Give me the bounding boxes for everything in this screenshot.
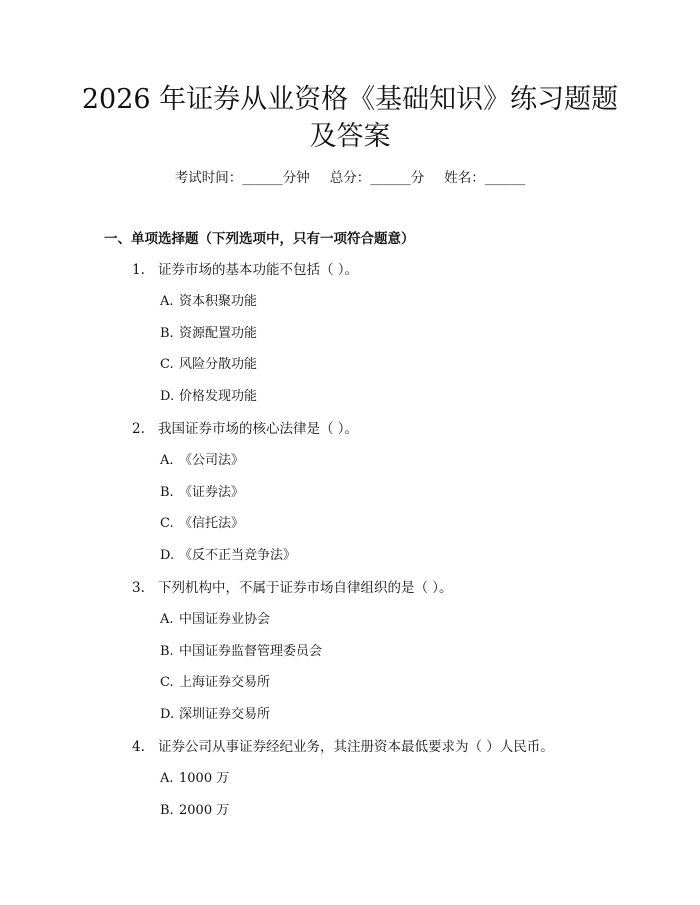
option-text: 1000 万: [179, 771, 230, 786]
option: [160, 673, 270, 693]
document-title-line-2: 及答案: [309, 121, 391, 152]
option: [160, 483, 244, 503]
option-text: 风险分散功能: [179, 357, 258, 372]
option-letter: D.: [160, 548, 175, 563]
option-text: 《证券法》: [179, 485, 245, 500]
document-title-line-1: 2026 年证券从业资格《基础知识》练习题题: [81, 84, 619, 115]
option-text: 价格发现功能: [179, 389, 258, 404]
exam-total-score: 总分：______分: [329, 170, 425, 186]
option-text: 中国证券监督管理委员会: [179, 644, 323, 659]
option-letter: B.: [160, 326, 174, 341]
option-text: 上海证券交易所: [179, 675, 271, 690]
option-text: 资本积聚功能: [179, 294, 258, 309]
option-letter: B.: [160, 803, 174, 818]
option-letter: A.: [160, 294, 174, 309]
option-letter: C.: [160, 357, 174, 372]
option: [160, 387, 257, 407]
option-letter: A.: [160, 771, 174, 786]
question-text: 证券市场的基本功能不包括（ ）。: [158, 262, 359, 278]
option: [160, 324, 257, 344]
option-letter: C.: [160, 516, 174, 531]
option: [160, 705, 270, 725]
option: [160, 292, 257, 312]
exam-name: 姓名：______: [444, 170, 526, 186]
question-number: 1.: [132, 262, 145, 278]
option-letter: D.: [160, 389, 175, 404]
option-letter: A.: [160, 453, 174, 468]
question-text: 下列机构中，不属于证券市场自律组织的是（ ）。: [158, 580, 453, 596]
option-letter: B.: [160, 485, 174, 500]
option-letter: C.: [160, 675, 174, 690]
option-text: 《反不正当竞争法》: [179, 548, 297, 563]
option: [160, 642, 322, 662]
option-text: 2000 万: [179, 803, 230, 818]
option: [160, 451, 244, 471]
option-letter: A.: [160, 612, 174, 627]
option-text: 深圳证券交易所: [179, 707, 271, 722]
option: [160, 769, 229, 789]
option: [160, 514, 244, 534]
option-text: 《公司法》: [179, 453, 245, 468]
option-letter: D.: [160, 707, 175, 722]
question-number: 3.: [132, 580, 145, 596]
question-number: 2.: [132, 421, 145, 437]
option-text: 资源配置功能: [179, 326, 258, 341]
option: [160, 355, 257, 375]
exam-time: 考试时间：______分钟: [174, 170, 310, 186]
question-number: 4.: [132, 739, 145, 755]
question-text: 证券公司从事证券经纪业务，其注册资本最低要求为（ ）人民币。: [158, 739, 554, 755]
option-text: 中国证券业协会: [179, 612, 271, 627]
option: [160, 610, 270, 630]
section-heading: 一、单项选择题（下列选项中，只有一项符合题意）: [104, 231, 415, 247]
exam-info: [0, 168, 700, 188]
question-text: 我国证券市场的核心法律是（ ）。: [158, 421, 359, 437]
option-letter: B.: [160, 644, 174, 659]
option: [160, 546, 296, 566]
option: [160, 801, 229, 821]
option-text: 《信托法》: [179, 516, 245, 531]
